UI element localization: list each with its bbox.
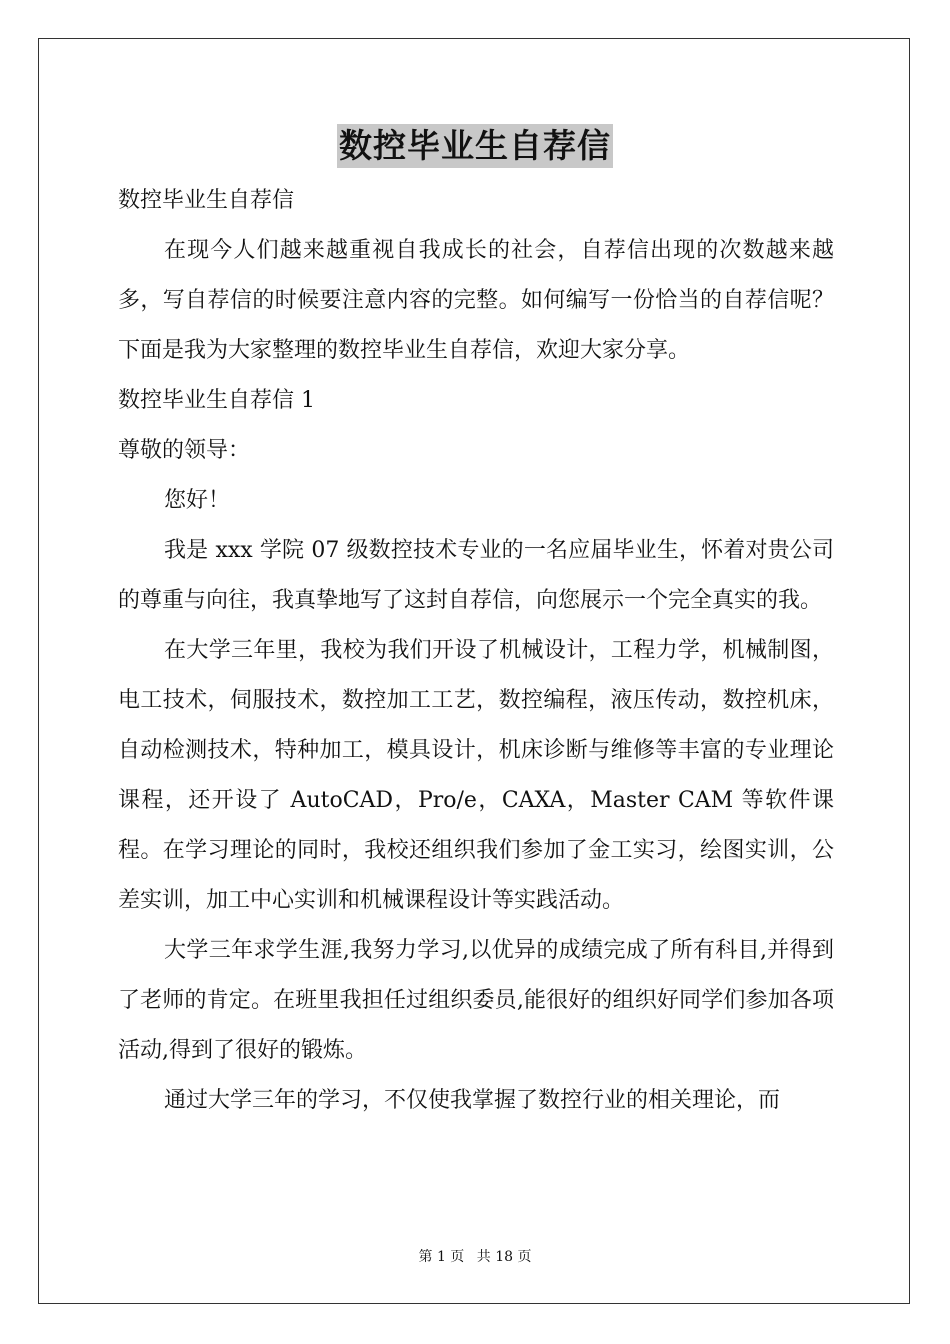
document-title: 数控毕业生自荐信 bbox=[337, 124, 613, 168]
body-paragraph: 大学三年求学生涯,我努力学习,以优异的成绩完成了所有科目,并得到了老师的肯定。在班里我担任过组织委员,能很好的组织好同学们参加各项活动,得到了很好的锻炼。 bbox=[118, 938, 834, 1063]
greeting: 您好！ bbox=[164, 488, 231, 513]
section-heading: 数控毕业生自荐信 1 bbox=[118, 388, 315, 413]
document-body bbox=[118, 176, 834, 1126]
body-paragraph: 我是 xxx 学院 07 级数控技术专业的一名应届毕业生，怀着对贵公司的尊重与向往，我真挚地写了这封自荐信，向您展示一个完全真实的我。 bbox=[118, 538, 834, 613]
salutation: 尊敬的领导： bbox=[118, 438, 251, 463]
body-paragraph: 在大学三年里，我校为我们开设了机械设计，工程力学，机械制图，电工技术，伺服技术，数控加工工艺，数控编程，液压传动，数控机床，自动检测技术，特种加工，模具设计，机床诊断与维修等丰富的专业理论课程，还开设了 AutoCAD，Pro/e，CAXA，Master CAM 等软件课程。在学习理论的同时，我校还组织我们参加了金工实习，绘图实训，公差实训，加工中心实训和机械课程设计等实践活动。 bbox=[118, 638, 834, 913]
body-paragraph: 在现今人们越来越重视自我成长的社会，自荐信出现的次数越来越多，写自荐信的时候要注意内容的完整。如何编写一份恰当的自荐信呢？下面是我为大家整理的数控毕业生自荐信，欢迎大家分享。 bbox=[118, 238, 834, 363]
total-pages: 共 18 页 bbox=[476, 1249, 532, 1265]
page-number: 第 1 页 bbox=[418, 1249, 465, 1265]
body-paragraph: 通过大学三年的学习，不仅使我掌握了数控行业的相关理论，而 bbox=[164, 1088, 781, 1113]
title-container bbox=[0, 124, 950, 168]
page-footer bbox=[0, 1246, 950, 1266]
body-paragraph: 数控毕业生自荐信 bbox=[118, 188, 295, 213]
